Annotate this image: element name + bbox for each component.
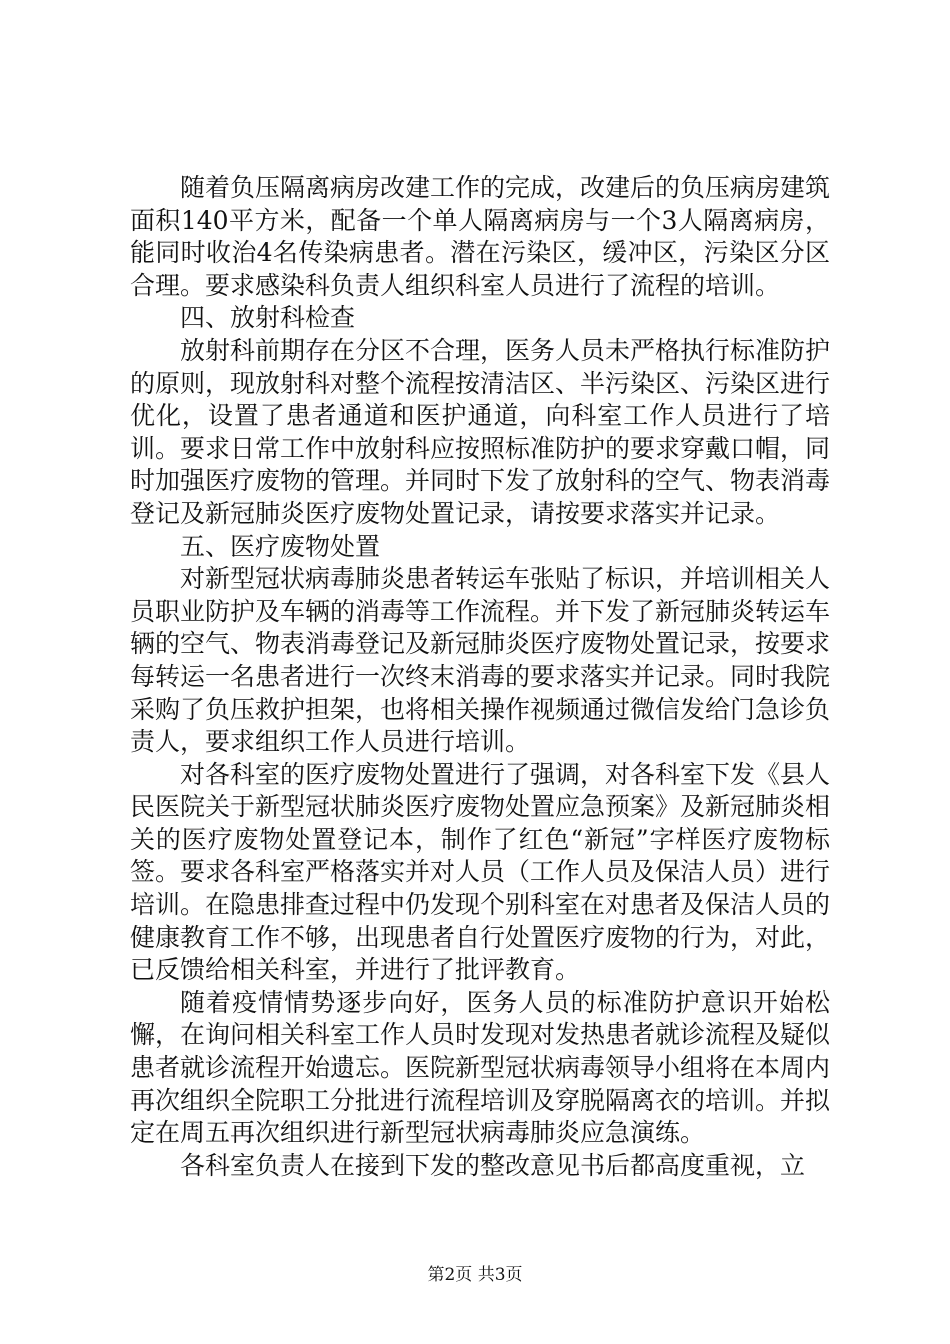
paragraph-radiology-check: 放射科前期存在分区不合理，医务人员未严格执行标准防护的原则，现放射科对整个流程按清洁区、半污染区、污染区进行优化，设置了患者通道和医护通道，向科室工作人员进行了培训。要求日常工作中放射科应按照标准防护的要求穿戴口帽，同时加强医疗废物的管理。并同时下发了放射科的空气、物表消毒登记及新冠肺炎医疗废物处置记录，请按要求落实并记录。 xyxy=(130,335,831,528)
section-heading-medical-waste: 五、医疗废物处置 xyxy=(180,531,381,561)
section-heading-radiology: 四、放射科检查 xyxy=(180,303,356,333)
paragraph-protection-awareness: 随着疫情情势逐步向好，医务人员的标准防护意识开始松懈，在询问相关科室工作人员时发现对发热患者就诊流程及疑似患者就诊流程开始遗忘。医院新型冠状病毒领导小组将在本周内再次组织全院职工分批进行流程培训及穿脱隔离衣的培训。并拟定在周五再次组织进行新型冠状病毒肺炎应急演练。 xyxy=(130,987,831,1148)
paragraph-waste-disposal: 对各科室的医疗废物处置进行了强调，对各科室下发《县人民医院关于新型冠状肺炎医疗废物处置应急预案》及新冠肺炎相关的医疗废物处置登记本，制作了红色“新冠”字样医疗废物标签。要求各科室严格落实并对人员（工作人员及保洁人员）进行培训。在隐患排查过程中仍发现个别科室在对患者及保洁人员的健康教育工作不够，出现患者自行处置医疗废物的行为，对此，已反馈给相关科室，并进行了批评教育。 xyxy=(130,759,831,985)
paragraph-department-heads: 各科室负责人在接到下发的整改意见书后都高度重视，立 xyxy=(180,1150,806,1180)
document-body xyxy=(130,172,830,1182)
paragraph-negative-pressure-ward: 随着负压隔离病房改建工作的完成，改建后的负压病房建筑面积140平方米，配备一个单人隔离病房与一个3人隔离病房，能同时收治4名传染病患者。潜在污染区，缓冲区，污染区分区合理。要求感染科负责人组织科室人员进行了流程的培训。 xyxy=(130,173,831,300)
page-number-footer: 第2页 共3页 xyxy=(427,1265,523,1285)
paragraph-transport-vehicle: 对新型冠状病毒肺炎患者转运车张贴了标识，并培训相关人员职业防护及车辆的消毒等工作流程。并下发了新冠肺炎转运车辆的空气、物表消毒登记及新冠肺炎医疗废物处置记录，按要求每转运一名患者进行一次终末消毒的要求落实并记录。同时我院采购了负压救护担架，也将相关操作视频通过微信发给门急诊负责人，要求组织工作人员进行培训。 xyxy=(130,564,831,757)
